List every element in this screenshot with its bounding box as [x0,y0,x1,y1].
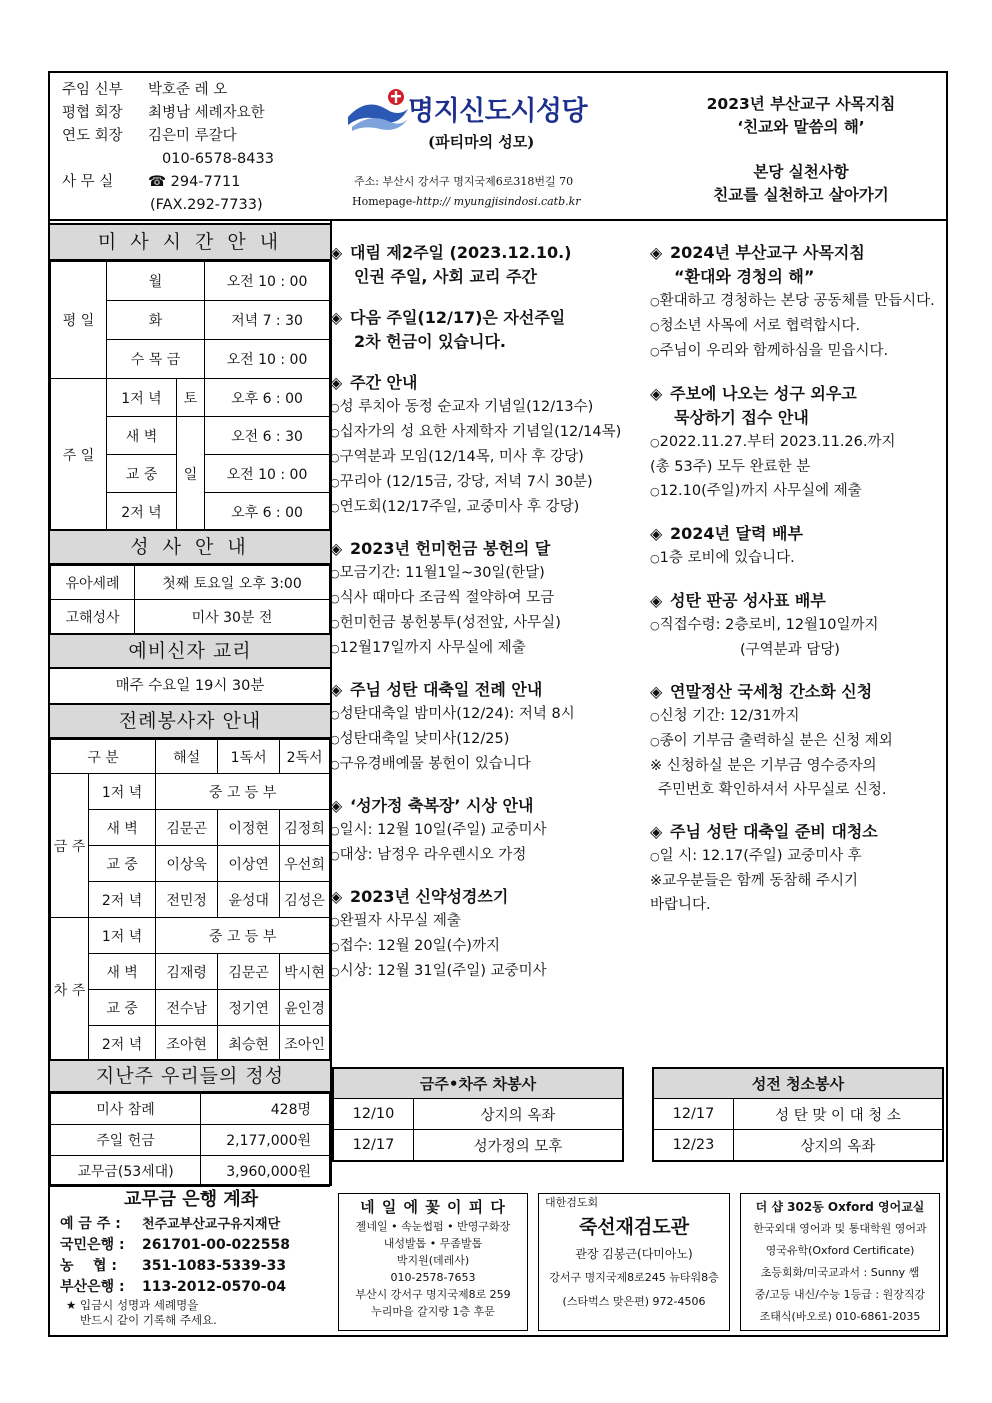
ad-nail-shop [338,1193,528,1331]
ad-line: 조태식(바오로) 010-6861-2035 [759,1310,921,1323]
notice-item-text: 바랍니다. [650,897,711,913]
notice-column-left [330,241,640,984]
office-fax: (FAX.292-7733) [150,197,263,213]
mass-time: 오전 10 : 00 [205,262,330,301]
server-person: 정기연 [218,990,280,1026]
server-mass: 교 중 [89,990,156,1026]
staff-value: 박호준 레 오 [148,82,228,98]
notice-heading-text: 2023년 헌미헌금 봉헌의 달 [350,539,551,558]
circle-bullet-icon: ○ [330,476,340,489]
notice-item [330,636,640,661]
cleaning-service-table [653,1068,943,1161]
notice-section [330,794,640,868]
notice-item-text: 완필자 사무실 제출 [339,913,461,929]
cleaning-team: 성 탄 맞 이 대 청 소 [734,1099,943,1130]
notice-item-text: 일시: 12월 10일(주일) 교중미사 [339,822,547,838]
server-person: 김정희 [280,810,330,846]
circle-bullet-icon: ○ [650,295,660,308]
diamond-bullet-icon: ◈ [650,524,663,543]
server-mass: 2저 녁 [89,1026,156,1062]
sacrament-value: 미사 30분 전 [135,600,330,634]
homepage-label: Homepage- [352,195,417,208]
diamond-bullet-icon: ◈ [330,243,343,262]
staff-value: 최병남 세례자요한 [148,105,265,121]
circle-bullet-icon: ○ [650,485,660,498]
ad-line: 010-2578-7653 [390,1271,476,1284]
bank-value: 113-2012-0570-04 [142,1279,287,1295]
notice-item-text: 신청 기간: 12/31까지 [659,708,800,724]
server-person: 김성은 [280,882,330,918]
notice-item [650,844,946,869]
notice-heading-text: 2024년 달력 배부 [670,524,803,543]
diamond-bullet-icon: ◈ [330,796,343,815]
church-subtitle: (파티마의 성모) [428,133,535,151]
server-person: 박시현 [280,954,330,990]
vehicle-team: 상지의 옥좌 [414,1099,623,1130]
notice-heading [330,241,640,265]
sacrament-title: 성 사 안 내 [50,529,330,565]
notice-item-text: 환대하고 경청하는 본당 공동체를 만듭시다. [659,293,935,309]
notice-item [330,959,640,984]
notice-item-text: 모금기간: 11월1일~30일(한달) [339,565,545,581]
diamond-bullet-icon: ◈ [330,308,343,327]
circle-bullet-icon: ○ [650,619,660,632]
bank-value: 천주교부산교구유지재단 [142,1217,281,1232]
notice-heading [330,885,640,909]
mass-day: 월 [107,262,205,301]
church-address: 주소: 부산시 강서구 명지국제6로318번길 70 [354,175,574,188]
notice-heading [330,537,640,561]
notice-item [330,420,640,445]
vehicle-title: 금주•차주 차봉사 [334,1069,623,1099]
notice-item-text: 접수: 12월 20일(수)까지 [339,938,500,954]
notice-item [330,752,640,777]
server-group: 중 고 등 부 [156,774,330,810]
mass-time: 오후 6 : 00 [205,493,330,531]
notice-heading [330,794,640,818]
ad-line: 영국유학(Oxford Certificate) [765,1244,915,1257]
notice-item [330,470,640,495]
church-homepage [352,195,581,208]
ad-subtitle: 대한검도회 [545,1196,599,1209]
server-person: 김문곤 [218,954,280,990]
cleaning-title: 성전 청소봉사 [654,1069,943,1099]
diamond-bullet-icon: ◈ [650,682,663,701]
cleaning-team: 상지의 옥좌 [734,1130,943,1161]
servers-header: 1독서 [218,740,280,774]
server-person: 조아현 [156,1026,218,1062]
sacrament-label: 고해성사 [51,600,135,634]
cleaning-date: 12/23 [654,1130,734,1161]
servers-table [50,739,330,1062]
catechumen-title: 예비신자 교리 [50,633,330,669]
notice-heading-text: 2024년 부산교구 사목지침 [670,243,865,262]
notice-item [650,430,946,455]
ad-line: 내성발톱 • 무좀발톱 [383,1237,483,1250]
notice-item-text: ※교우분들은 함께 동참해 주시기 [650,873,859,889]
circle-bullet-icon: ○ [330,965,340,978]
circle-bullet-icon: ○ [650,735,660,748]
ad-english-class [740,1193,940,1331]
offering-table [50,1093,330,1187]
notice-item [330,561,640,586]
diamond-bullet-icon: ◈ [330,680,343,699]
mass-time: 저녁 7 : 30 [205,301,330,340]
mass-table [50,261,330,531]
notice-item [330,934,640,959]
notice-item-text: 1층 로비에 있습니다. [659,550,795,566]
circle-bullet-icon: ○ [650,320,660,333]
notice-item-text: 식사 때마다 조금씩 절약하여 모금 [339,590,555,606]
bank-label: 농 협 : [60,1258,118,1274]
next-week-label: 차 주 [51,918,89,1062]
mass-name: 새 벽 [107,417,177,455]
notice-item [650,289,946,314]
notice-heading [650,382,946,406]
notice-item-text: 구역분과 모임(12/14목, 미사 후 강당) [339,449,584,465]
ad-title: 죽선재검도관 [578,1216,690,1238]
homepage-link[interactable]: http:// myungjisindosi.catb.kr [416,195,581,208]
circle-bullet-icon: ○ [650,436,660,449]
notice-heading-text: 2023년 신약성경쓰기 [350,887,509,906]
notice-item [650,778,946,802]
circle-bullet-icon: ○ [650,552,660,565]
office-label: 사 무 실 [62,174,114,190]
notice-item [330,909,640,934]
notice-item-text: 성탄대축일 밤미사(12/24): 저녁 8시 [339,706,575,722]
diamond-bullet-icon: ◈ [650,384,663,403]
offering-title: 지난주 우리들의 정성 [50,1059,330,1093]
mass-time: 오후 6 : 00 [205,379,330,417]
notice-section [650,241,946,364]
practice-text: 친교를 실천하고 살아가기 [713,186,889,204]
mass-day: 수 목 금 [107,340,205,379]
circle-bullet-icon: ○ [330,915,340,928]
bank-label: 부산은행 : [60,1279,125,1295]
notice-heading [330,678,640,702]
bank-label: 국민은행 : [60,1237,125,1253]
sacrament-label: 유아세례 [51,566,135,600]
notice-heading-text: 연말정산 국세청 간소화 신청 [670,682,873,701]
offering-value: 2,177,000원 [201,1125,330,1156]
circle-bullet-icon: ○ [330,617,340,630]
notice-item [330,586,640,611]
offering-label: 미사 참례 [51,1094,201,1125]
mass-time: 오전 10 : 00 [205,340,330,379]
server-mass: 2저 녁 [89,882,156,918]
circle-bullet-icon: ○ [330,426,340,439]
ad-title: 네 일 에 꽃 이 피 다 [360,1198,506,1216]
notice-heading-text: 주님 성탄 대축일 준비 대청소 [670,822,878,841]
notice-heading [650,589,946,613]
notice-item [330,445,640,470]
circle-bullet-icon: ○ [330,940,340,953]
bank-note: ★ 입금시 성명과 세례명을 [66,1298,199,1312]
vehicle-service-table [333,1068,623,1161]
bank-value: 261701-00-022558 [142,1237,290,1253]
notice-section [330,241,640,289]
mass-name: 1저 녁 [107,379,177,417]
circle-bullet-icon: ○ [330,401,340,414]
notice-item-text: 청소년 사목에 서로 협력합시다. [659,318,861,334]
guideline-title: 2023년 부산교구 사목지침 [706,95,896,113]
mass-time: 오전 10 : 00 [205,455,330,493]
notice-heading-text: 대림 제2주일 (2023.12.10.) [350,243,572,262]
server-person: 전수남 [156,990,218,1026]
church-name: 명지신도시성당 [408,96,588,127]
church-logo [346,85,646,215]
vehicle-service-box [332,1067,624,1162]
server-mass: 새 벽 [89,954,156,990]
staff-info [62,79,292,217]
bulletin-page [48,71,948,1337]
bank-label: 예 금 주 : [60,1216,121,1232]
notice-heading-text: 2차 헌금이 있습니다. [354,332,506,351]
diamond-bullet-icon: ◈ [330,887,343,906]
circle-bullet-icon: ○ [650,345,660,358]
ad-line: 관장 김봉근(다미아노) [575,1247,693,1261]
mass-title: 미 사 시 간 안 내 [50,223,330,261]
ad-line: 젤네일 • 속눈썹펌 • 반영구화장 [355,1220,511,1233]
notice-item-text: 주민번호 확인하셔서 사무실로 신청. [658,782,887,798]
notice-item [650,546,946,571]
practice-title: 본당 실천사항 [753,163,849,181]
notice-item [330,495,640,520]
mass-time: 오전 6 : 30 [205,417,330,455]
server-person: 윤인경 [280,990,330,1026]
circle-bullet-icon: ○ [330,708,340,721]
vehicle-date: 12/10 [334,1099,414,1130]
notice-item [330,611,640,636]
bank-note: 반드시 같이 기록해 주세요. [80,1313,217,1327]
circle-bullet-icon: ○ [330,824,340,837]
vehicle-date: 12/17 [334,1130,414,1161]
notice-heading [650,522,946,546]
notice-item-text: 연도회(12/17주일, 교중미사 후 강당) [339,499,580,515]
bank-accounts [50,1186,332,1328]
notice-heading-text: 묵상하기 접수 안내 [674,408,809,427]
notice-heading-text: 성탄 판공 성사표 배부 [670,591,826,610]
server-person: 최승현 [218,1026,280,1062]
diamond-bullet-icon: ◈ [330,373,343,392]
notice-column-right [650,241,946,917]
notice-item-text: 일 시: 12.17(주일) 교중미사 후 [659,848,862,864]
sacrament-table [50,565,330,634]
mass-day: 일 [177,417,205,531]
ad-line: 중/고등 내신/수능 1등급 : 원장직강 [754,1288,926,1301]
server-mass: 새 벽 [89,810,156,846]
staff-label: 주임 신부 [62,82,123,98]
notice-item [330,818,640,843]
notice-item-text: 12.10(주일)까지 사무실에 제출 [659,483,862,499]
notice-item [650,479,946,504]
offering-label: 주일 헌금 [51,1125,201,1156]
staff-label: 평협 회장 [62,105,123,121]
notice-heading-text: ‘성가정 축복장’ 시상 안내 [350,796,534,815]
office-phone: ☎ 294-7711 [148,174,241,190]
notice-section [330,885,640,984]
notice-heading [650,241,946,265]
notice-item [650,754,946,778]
circle-bullet-icon: ○ [330,733,340,746]
offering-label: 교무금(53세대) [51,1156,201,1187]
notice-item [650,729,946,754]
notice-item [330,843,640,868]
circle-bullet-icon: ○ [650,850,660,863]
notice-item [650,704,946,729]
header-divider [50,219,946,221]
notice-item-text: ※ 신청하실 분은 기부금 영수증자의 [650,758,877,774]
notice-item-text: 성 루치아 동정 순교자 기념일(12/13수) [339,399,594,415]
servers-header: 해설 [156,740,218,774]
staff-label: 연도 회장 [62,128,123,144]
catechumen-schedule: 매주 수요일 19시 30분 [115,678,265,694]
circle-bullet-icon: ○ [330,592,340,605]
this-week-label: 금 주 [51,774,89,918]
notice-heading-text: 인권 주일, 사회 교리 주간 [354,267,537,286]
notice-item [330,395,640,420]
church-logo-icon [346,87,410,133]
notice-heading-text: 다음 주일(12/17)은 자선주일 [350,308,566,327]
ad-line: 부산시 강서구 명지국제8로 259 [355,1288,511,1301]
circle-bullet-icon: ○ [650,710,660,723]
notice-item-text: 종이 기부금 출력하실 분은 신청 제외 [659,733,893,749]
diamond-bullet-icon: ◈ [650,591,663,610]
notice-item [650,613,946,638]
sacrament-value: 첫째 토요일 오후 3:00 [135,566,330,600]
diamond-bullet-icon: ◈ [330,539,343,558]
guideline-theme: ‘친교와 말씀의 해’ [737,118,865,136]
bank-title: 교무금 은행 계좌 [123,1189,259,1210]
server-person: 이정현 [218,810,280,846]
notice-item [330,727,640,752]
vehicle-team: 성가정의 모후 [414,1130,623,1161]
notice-section [330,306,640,354]
notice-heading [330,371,640,395]
ad-line: 한국외대 영어과 및 통대학원 영어과 [753,1222,927,1235]
circle-bullet-icon: ○ [330,451,340,464]
ad-line: 박지원(데레사) [396,1254,470,1267]
circle-bullet-icon: ○ [330,849,340,862]
notice-item-text: 직접수령: 2층로비, 12월10일까지 [659,617,879,633]
server-person: 김재령 [156,954,218,990]
notice-item-text: (구역분과 담당) [740,642,840,658]
notice-heading [650,680,946,704]
notice-heading-text: 주님 성탄 대축일 전례 안내 [350,680,543,699]
servers-title: 전례봉사자 안내 [50,703,330,739]
notice-section [330,371,640,520]
notice-heading-text: 주보에 나오는 성구 외우고 [670,384,857,403]
servers-header: 구 분 [51,740,156,774]
notice-item-text: 2022.11.27.부터 2023.11.26.까지 [659,434,896,450]
ad-line: (스타벅스 맞은편) 972-4506 [562,1295,706,1308]
notice-section [650,680,946,802]
notice-item-text: 시상: 12월 31일(주일) 교중미사 [339,963,547,979]
notice-item-text: 헌미헌금 봉헌봉투(성전앞, 사무실) [339,615,561,631]
notice-item [330,702,640,727]
bank-value: 351-1083-5339-33 [142,1258,287,1274]
weekday-label: 평 일 [51,262,107,379]
notice-item-text: 십자가의 성 요한 사제학자 기념일(12/14목) [339,424,622,440]
offering-value: 3,960,000원 [201,1156,330,1187]
notice-item-text: (총 53주) 모두 완료한 분 [650,459,811,475]
mass-day: 토 [177,379,205,417]
notice-section [650,589,946,662]
server-person: 김문곤 [156,810,218,846]
ad-line: 초등회화/미국교과서 : Sunny 쌤 [760,1266,920,1279]
notice-item-text: 12월17일까지 사무실에 제출 [339,640,526,656]
mass-day: 화 [107,301,205,340]
notice-heading-text: 주간 안내 [350,373,418,392]
notice-item-text: 구유경배예물 봉헌이 있습니다 [339,756,531,772]
server-person: 전민정 [156,882,218,918]
server-group: 중 고 등 부 [156,918,330,954]
ad-kendo [538,1193,730,1331]
notice-item [650,455,946,479]
notice-section [330,537,640,661]
notice-section [330,678,640,777]
server-person: 이상욱 [156,846,218,882]
sunday-label: 주 일 [51,379,107,531]
notice-item-text: 대상: 남정우 라우렌시오 가정 [339,847,527,863]
notice-item [650,638,946,662]
notice-section [650,522,946,571]
circle-bullet-icon: ○ [330,567,340,580]
guideline-block [660,93,942,207]
notice-section [650,382,946,504]
diamond-bullet-icon: ◈ [650,822,663,841]
mass-name: 2저 녁 [107,493,177,531]
notice-item [650,339,946,364]
cleaning-service-box [652,1067,944,1162]
ad-line: 누리마을 갈지랑 1층 후문 [371,1305,495,1318]
server-person: 이상연 [218,846,280,882]
notice-heading [330,306,640,330]
ad-title: 더 샵 302동 Oxford 영어교실 [755,1200,925,1214]
staff-phone: 010-6578-8433 [162,151,274,167]
notice-section [650,820,946,917]
notice-item-text: 꾸리아 (12/15금, 강당, 저녁 7시 30분) [339,474,593,490]
server-person: 윤성대 [218,882,280,918]
notice-item [650,869,946,893]
circle-bullet-icon: ○ [330,642,340,655]
circle-bullet-icon: ○ [330,501,340,514]
servers-header: 2독서 [280,740,330,774]
diamond-bullet-icon: ◈ [650,243,663,262]
ad-line: 강서구 명지국제8로245 뉴타워8층 [549,1271,719,1284]
mass-name: 교 중 [107,455,177,493]
server-mass: 1저 녁 [89,774,156,810]
notice-item [650,314,946,339]
notice-item-text: 성탄대축일 낮미사(12/25) [339,731,510,747]
server-mass: 교 중 [89,846,156,882]
offering-value: 428명 [201,1094,330,1125]
cleaning-date: 12/17 [654,1099,734,1130]
circle-bullet-icon: ○ [330,758,340,771]
server-person: 조아인 [280,1026,330,1062]
notice-heading [650,820,946,844]
server-person: 우선희 [280,846,330,882]
notice-item-text: 주님이 우리와 함께하심을 믿읍시다. [659,343,889,359]
notice-heading-text: “환대와 경청의 해” [674,267,815,286]
notice-item [650,893,946,917]
server-mass: 1저 녁 [89,918,156,954]
staff-value: 김은미 루갈다 [148,128,237,144]
